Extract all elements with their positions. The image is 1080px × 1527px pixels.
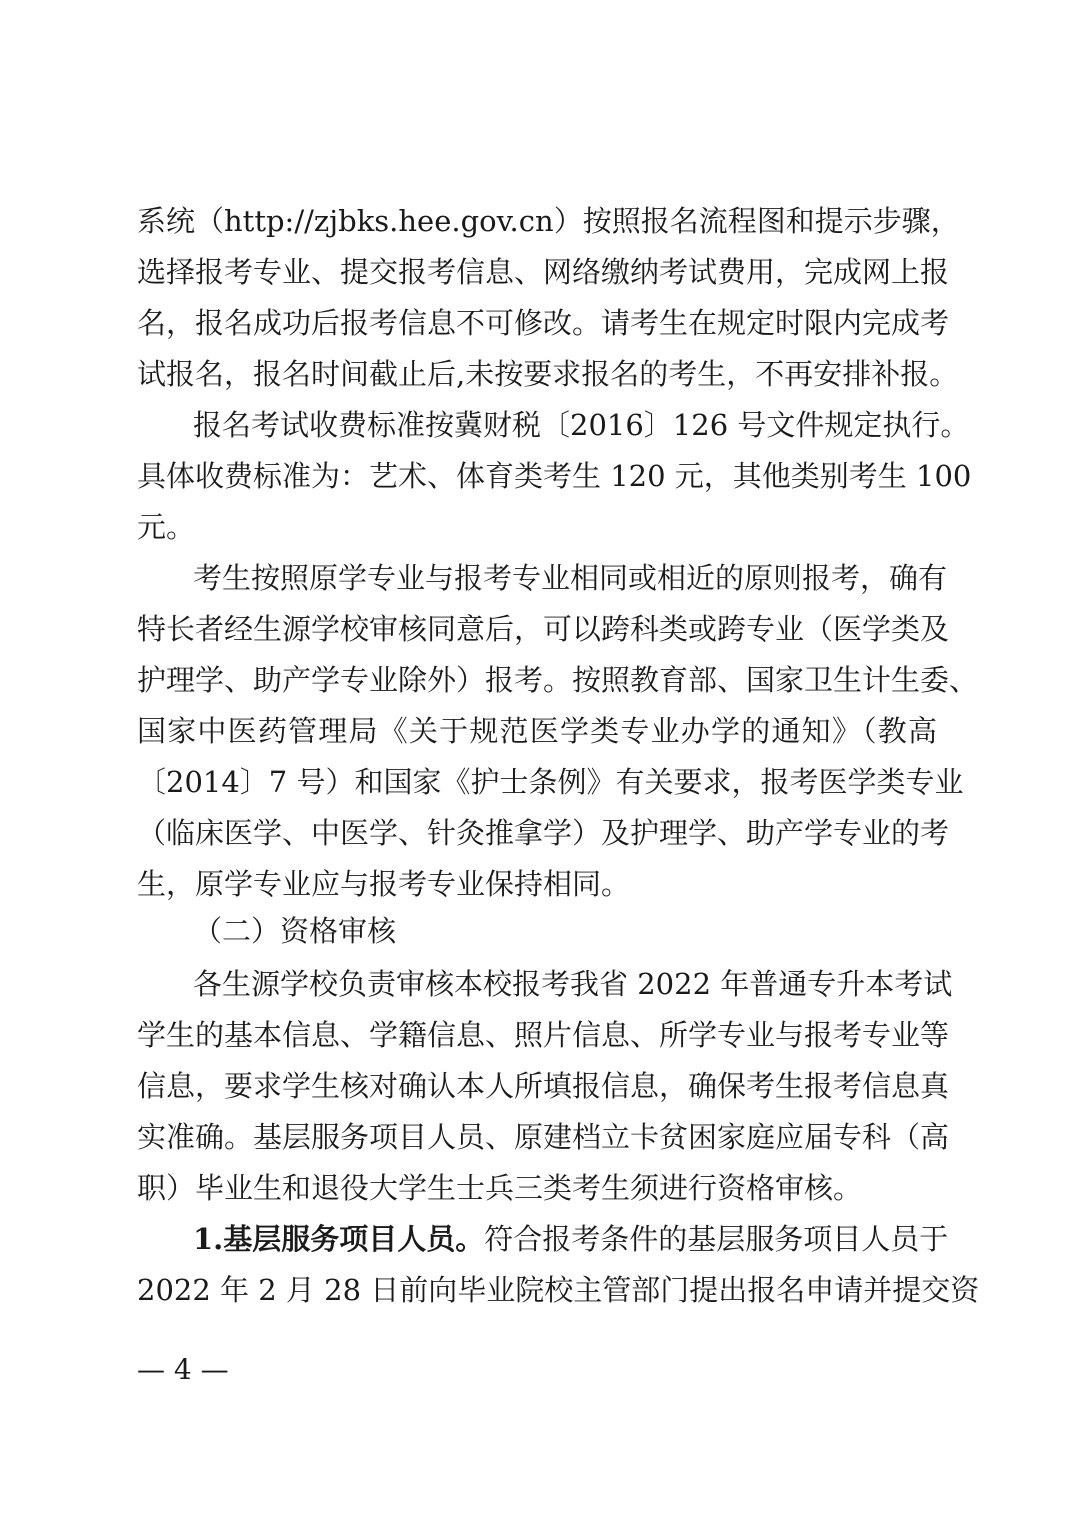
paragraph-line: 〔2014〕7 号）和国家《护士条例》有关要求，报考医学类专业	[137, 765, 964, 799]
paragraph-line: 职）毕业生和退役大学生士兵三类考生须进行资格审核。	[137, 1171, 863, 1205]
paragraph-line: 考生按照原学专业与报考专业相同或相近的原则报考，确有	[193, 561, 948, 595]
paragraph-line: 护理学、助产学专业除外）报考。按照教育部、国家卫生计生委、	[137, 663, 979, 697]
paragraph-line: 元。	[137, 510, 196, 544]
paragraph-line: 2022 年 2 月 28 日前向毕业院校主管部门提出报名申请并提交资	[137, 1273, 980, 1307]
paragraph-line: 选择报考专业、提交报考信息、网络缴纳考试费用，完成网上报	[137, 255, 950, 289]
page-number: — 4 —	[137, 1353, 229, 1386]
paragraph-line: 系统（http://zjbks.hee.gov.cn）按照报名流程图和提示步骤，	[137, 204, 960, 238]
paragraph-line: 实准确。基层服务项目人员、原建档立卡贫困家庭应届专科（高	[137, 1120, 950, 1154]
paragraph-line: 各生源学校负责审核本校报考我省 2022 年普通专升本考试	[193, 967, 953, 1001]
paragraph-line: 生，原学专业应与报考专业保持相同。	[137, 867, 631, 901]
paragraph-line	[193, 1221, 949, 1257]
paragraph-line: （临床医学、中医学、针灸推拿学）及护理学、助产学专业的考	[137, 816, 950, 850]
paragraph-line: 学生的基本信息、学籍信息、照片信息、所学专业与报考专业等	[137, 1018, 950, 1052]
subsection-lead: 1.基层服务项目人员。	[193, 1222, 485, 1256]
paragraph-line: 试报名，报名时间截止后,未按要求报名的考生，不再安排补报。	[137, 357, 959, 391]
paragraph-line: 信息，要求学生核对确认本人所填报信息，确保考生报考信息真	[137, 1069, 950, 1103]
paragraph-line: 特长者经生源学校审核同意后，可以跨科类或跨专业（医学类及	[137, 612, 950, 646]
section-heading: （二）资格审核	[193, 914, 397, 948]
paragraph-text: 符合报考条件的基层服务项目人员于	[484, 1222, 949, 1256]
paragraph-line: 国家中医药管理局《关于规范医学类专业办学的通知》（教高	[137, 714, 937, 748]
paragraph-line: 名，报名成功后报考信息不可修改。请考生在规定时限内完成考	[137, 306, 950, 340]
paragraph-line: 报名考试收费标准按冀财税〔2016〕126 号文件规定执行。	[193, 408, 970, 442]
paragraph-line: 具体收费标准为：艺术、体育类考生 120 元，其他类别考生 100	[137, 459, 972, 493]
